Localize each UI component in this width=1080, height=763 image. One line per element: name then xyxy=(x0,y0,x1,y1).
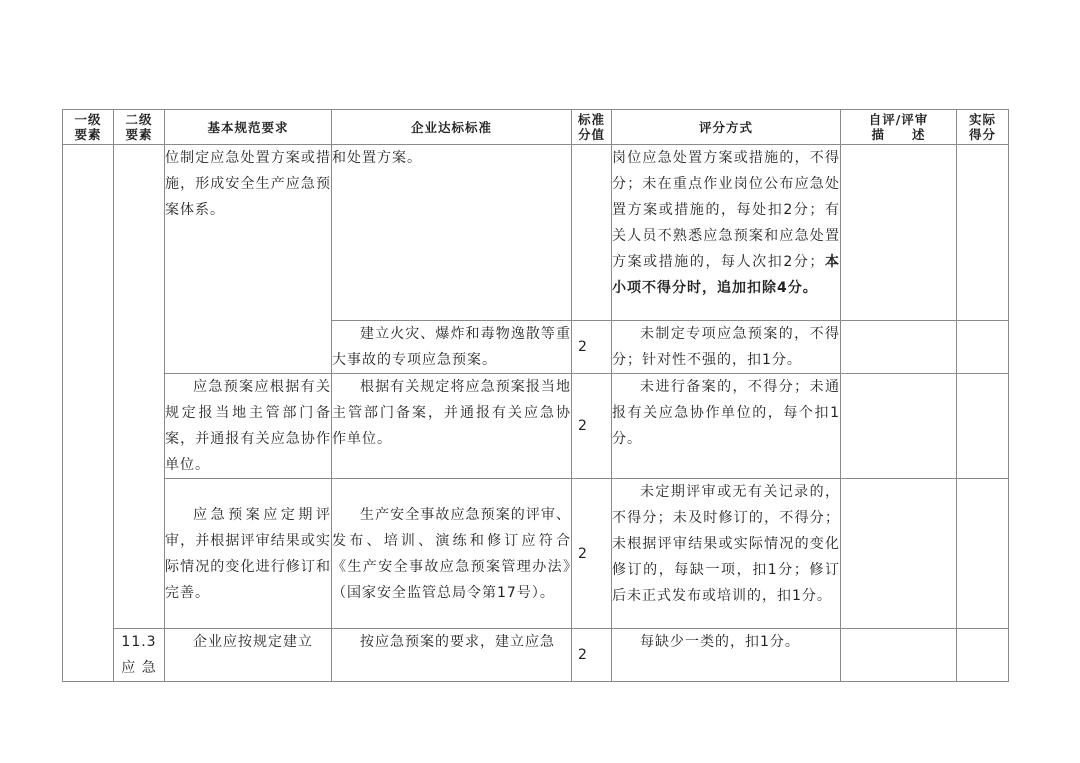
method-cell: 未制定专项应急预案的，不得分；针对性不强的，扣1分。 xyxy=(612,321,841,374)
table-row xyxy=(63,629,1009,682)
score-cell: 2 xyxy=(572,374,612,479)
method-cell: 未进行备案的，不得分；未通报有关应急协作单位的，每个扣1分。 xyxy=(612,374,841,479)
table-row xyxy=(63,374,1009,479)
self-eval-cell xyxy=(841,145,957,321)
requirement-cell: 位制定应急处置方案或措施，形成安全生产应急预案体系。 xyxy=(165,145,332,374)
table-header-row xyxy=(63,110,1009,145)
standard-cell: 和处置方案。 xyxy=(332,145,572,321)
header-self-evaluation: 自评/评审 描 述 xyxy=(841,110,957,145)
requirement-cell: 企业应按规定建立 xyxy=(165,629,332,682)
score-cell: 2 xyxy=(572,479,612,629)
actual-score-cell xyxy=(957,145,1009,321)
header-scoring-method: 评分方式 xyxy=(612,110,841,145)
header-actual-score: 实际 得分 xyxy=(957,110,1009,145)
level1-cell xyxy=(63,145,114,682)
self-eval-cell xyxy=(841,479,957,629)
score-cell: 2 xyxy=(572,629,612,682)
header-basic-requirement: 基本规范要求 xyxy=(165,110,332,145)
standard-cell: 建立火灾、爆炸和毒物逸散等重大事故的专项应急预案。 xyxy=(332,321,572,374)
actual-score-cell xyxy=(957,629,1009,682)
score-cell: 2 xyxy=(572,321,612,374)
standard-cell: 按应急预案的要求，建立应急 xyxy=(332,629,572,682)
header-level1: 一级 要素 xyxy=(63,110,114,145)
actual-score-cell xyxy=(957,479,1009,629)
actual-score-cell xyxy=(957,374,1009,479)
level2-cell xyxy=(114,145,165,629)
standard-cell: 根据有关规定将应急预案报当地主管部门备案，并通报有关应急协作单位。 xyxy=(332,374,572,479)
evaluation-table xyxy=(62,109,1009,682)
method-cell: 岗位应急处置方案或措施的，不得分；未在重点作业岗位公布应急处置方案或措施的，每处扣2分；有关人员不熟悉应急预案和应急处置方案或措施的，每人次扣2分；本小项不得分时，追加扣除4分。 xyxy=(612,145,841,321)
method-cell: 每缺少一类的，扣1分。 xyxy=(612,629,841,682)
self-eval-cell xyxy=(841,321,957,374)
table-row xyxy=(63,145,1009,321)
level2-cell: 11.3 应 急 xyxy=(114,629,165,682)
score-cell xyxy=(572,145,612,321)
self-eval-cell xyxy=(841,629,957,682)
standard-cell: 生产安全事故应急预案的评审、发布、培训、演练和修订应符合《生产安全事故应急预案管理办法》（国家安全监管总局令第17号）。 xyxy=(332,479,572,629)
header-level2: 二级 要素 xyxy=(114,110,165,145)
header-enterprise-standard: 企业达标标准 xyxy=(332,110,572,145)
actual-score-cell xyxy=(957,321,1009,374)
self-eval-cell xyxy=(841,374,957,479)
requirement-cell: 应急预案应根据有关规定报当地主管部门备案，并通报有关应急协作单位。 xyxy=(165,374,332,479)
method-cell: 未定期评审或无有关记录的，不得分；未及时修订的，不得分；未根据评审结果或实际情况的变化修订的，每缺一项，扣1分；修订后未正式发布或培训的，扣1分。 xyxy=(612,479,841,629)
table-row xyxy=(63,479,1009,629)
requirement-cell: 应急预案应定期评审，并根据评审结果或实际情况的变化进行修订和完善。 xyxy=(165,479,332,629)
header-standard-score: 标准 分值 xyxy=(572,110,612,145)
